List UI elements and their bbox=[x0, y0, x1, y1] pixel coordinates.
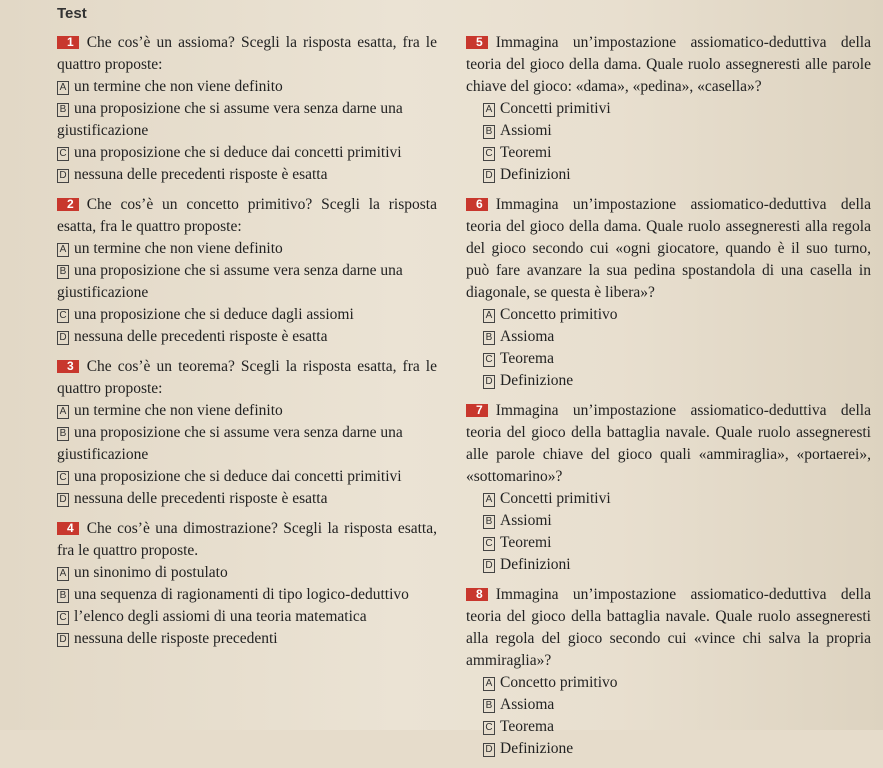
option-letter-box: B bbox=[57, 103, 69, 117]
option-b[interactable] bbox=[483, 694, 871, 716]
option-a[interactable] bbox=[483, 98, 871, 120]
option-d[interactable] bbox=[483, 738, 871, 760]
option-label: un termine che non viene definito bbox=[74, 240, 283, 257]
option-letter-box: D bbox=[57, 633, 69, 647]
question-text: 8 Immagina un’impostazione assiomatico-deduttiva della teoria del gioco della battaglia navale. Quale ruolo assegneresti alla regola del gioco secondo cui «vince chi salva la propria ammiraglia»? bbox=[466, 586, 871, 669]
option-letter-box: A bbox=[483, 103, 495, 117]
option-letter-box: C bbox=[483, 721, 495, 735]
option-a[interactable] bbox=[483, 488, 871, 510]
question-5 bbox=[466, 32, 871, 186]
question-1 bbox=[57, 32, 437, 186]
option-letter-box: D bbox=[57, 169, 69, 183]
option-b[interactable] bbox=[483, 510, 871, 532]
question-number-badge: 3 bbox=[57, 360, 79, 373]
option-c[interactable] bbox=[57, 142, 437, 164]
question-text: 7 Immagina un’impostazione assiomatico-deduttiva della teoria del gioco della battaglia navale. Quale ruolo assegneresti alle parole chiave del gioco quali «ammiraglia», «portaerei», «sottomarino»? bbox=[466, 402, 871, 485]
option-label: un termine che non viene definito bbox=[74, 402, 283, 419]
option-c[interactable] bbox=[483, 142, 871, 164]
question-text: 6 Immagina un’impostazione assiomatico-deduttiva della teoria del gioco della dama. Quale ruolo assegneresti alla regola del gioco secondo cui «ogni giocatore, quando è il suo turno, può fare avanzare la sua pedina spostandola di una casella in diagonale, se questa è libera»? bbox=[466, 196, 871, 301]
option-letter-box: A bbox=[57, 567, 69, 581]
option-label: Assiomi bbox=[500, 122, 552, 139]
option-letter-box: D bbox=[483, 169, 495, 183]
option-letter-box: D bbox=[483, 559, 495, 573]
option-d[interactable] bbox=[57, 164, 437, 186]
option-letter-box: D bbox=[57, 493, 69, 507]
option-letter-box: B bbox=[483, 331, 495, 345]
option-label: Concetti primitivi bbox=[500, 100, 611, 117]
option-letter-box: B bbox=[57, 427, 69, 441]
option-letter-box: A bbox=[483, 677, 495, 691]
question-number-badge: 4 bbox=[57, 522, 79, 535]
option-d[interactable] bbox=[57, 326, 437, 348]
option-label: Definizione bbox=[500, 740, 574, 757]
question-text: 4 Che cos’è una dimostrazione? Scegli la risposta esatta, fra le quattro proposte. bbox=[57, 520, 437, 559]
option-label: Concetto primitivo bbox=[500, 306, 618, 323]
option-c[interactable] bbox=[57, 304, 437, 326]
question-6 bbox=[466, 194, 871, 392]
question-8 bbox=[466, 584, 871, 760]
option-b[interactable] bbox=[57, 584, 437, 606]
option-label: un sinonimo di postulato bbox=[74, 564, 228, 581]
option-letter-box: D bbox=[57, 331, 69, 345]
option-b[interactable] bbox=[57, 260, 437, 304]
question-text: 1 Che cos’è un assioma? Scegli la risposta esatta, fra le quattro proposte: bbox=[57, 34, 437, 73]
option-d[interactable] bbox=[57, 628, 437, 650]
option-letter-box: A bbox=[483, 493, 495, 507]
option-label: una proposizione che si deduce dagli assiomi bbox=[74, 306, 354, 323]
option-d[interactable] bbox=[483, 370, 871, 392]
question-3 bbox=[57, 356, 437, 510]
page-title: Test bbox=[57, 5, 87, 22]
option-a[interactable] bbox=[483, 304, 871, 326]
option-label: Teorema bbox=[500, 718, 554, 735]
question-2 bbox=[57, 194, 437, 348]
option-letter-box: D bbox=[483, 743, 495, 757]
question-number-badge: 7 bbox=[466, 404, 488, 417]
option-c[interactable] bbox=[483, 532, 871, 554]
question-text: 5 Immagina un’impostazione assiomatico-deduttiva della teoria del gioco della dama. Quale ruolo assegneresti alle parole chiave del gioco: «dama», «pedina», «casella»? bbox=[466, 34, 871, 95]
option-c[interactable] bbox=[57, 606, 437, 628]
question-number-badge: 5 bbox=[466, 36, 488, 49]
option-label: nessuna delle risposte precedenti bbox=[74, 630, 278, 647]
option-letter-box: A bbox=[483, 309, 495, 323]
question-text: 3 Che cos’è un teorema? Scegli la risposta esatta, fra le quattro proposte: bbox=[57, 358, 437, 397]
question-4 bbox=[57, 518, 437, 650]
option-label: nessuna delle precedenti risposte è esatta bbox=[74, 328, 328, 345]
option-letter-box: C bbox=[57, 611, 69, 625]
question-text: 2 Che cos’è un concetto primitivo? Scegli la risposta esatta, fra le quattro proposte: bbox=[57, 196, 437, 235]
option-label: Assioma bbox=[500, 328, 555, 345]
option-label: una proposizione che si assume vera senza darne una giustificazione bbox=[57, 262, 403, 301]
option-a[interactable] bbox=[57, 238, 437, 260]
option-label: una proposizione che si assume vera senza darne una giustificazione bbox=[57, 100, 403, 139]
option-letter-box: A bbox=[57, 81, 69, 95]
question-number-badge: 6 bbox=[466, 198, 488, 211]
option-letter-box: C bbox=[57, 471, 69, 485]
right-column bbox=[466, 32, 871, 768]
option-d[interactable] bbox=[57, 488, 437, 510]
left-column bbox=[57, 32, 437, 658]
option-letter-box: D bbox=[483, 375, 495, 389]
option-c[interactable] bbox=[57, 466, 437, 488]
option-letter-box: C bbox=[483, 353, 495, 367]
option-letter-box: C bbox=[483, 147, 495, 161]
option-d[interactable] bbox=[483, 164, 871, 186]
option-a[interactable] bbox=[57, 76, 437, 98]
option-letter-box: B bbox=[57, 265, 69, 279]
option-label: Assioma bbox=[500, 696, 555, 713]
option-c[interactable] bbox=[483, 348, 871, 370]
option-b[interactable] bbox=[57, 98, 437, 142]
option-label: una proposizione che si assume vera senza darne una giustificazione bbox=[57, 424, 403, 463]
option-letter-box: A bbox=[57, 243, 69, 257]
question-7 bbox=[466, 400, 871, 576]
question-number-badge: 2 bbox=[57, 198, 79, 211]
option-b[interactable] bbox=[483, 120, 871, 142]
option-label: nessuna delle precedenti risposte è esatta bbox=[74, 490, 328, 507]
option-label: Definizioni bbox=[500, 556, 571, 573]
option-label: Concetto primitivo bbox=[500, 674, 618, 691]
option-letter-box: A bbox=[57, 405, 69, 419]
option-letter-box: C bbox=[483, 537, 495, 551]
option-label: Teoremi bbox=[500, 534, 552, 551]
option-label: Teoremi bbox=[500, 144, 552, 161]
option-b[interactable] bbox=[57, 422, 437, 466]
option-label: un termine che non viene definito bbox=[74, 78, 283, 95]
option-label: una proposizione che si deduce dai concetti primitivi bbox=[74, 144, 402, 161]
option-label: l’elenco degli assiomi di una teoria matematica bbox=[74, 608, 367, 625]
option-c[interactable] bbox=[483, 716, 871, 738]
option-letter-box: B bbox=[483, 125, 495, 139]
option-label: Definizione bbox=[500, 372, 574, 389]
option-label: una proposizione che si deduce dai concetti primitivi bbox=[74, 468, 402, 485]
option-label: Concetti primitivi bbox=[500, 490, 611, 507]
option-a[interactable] bbox=[57, 562, 437, 584]
option-label: Assiomi bbox=[500, 512, 552, 529]
option-a[interactable] bbox=[483, 672, 871, 694]
option-d[interactable] bbox=[483, 554, 871, 576]
option-letter-box: B bbox=[57, 589, 69, 603]
option-letter-box: C bbox=[57, 147, 69, 161]
option-label: una sequenza di ragionamenti di tipo logico-deduttivo bbox=[74, 586, 409, 603]
option-a[interactable] bbox=[57, 400, 437, 422]
option-letter-box: B bbox=[483, 515, 495, 529]
option-label: nessuna delle precedenti risposte è esatta bbox=[74, 166, 328, 183]
option-label: Teorema bbox=[500, 350, 554, 367]
question-number-badge: 1 bbox=[57, 36, 79, 49]
option-letter-box: C bbox=[57, 309, 69, 323]
question-number-badge: 8 bbox=[466, 588, 488, 601]
option-label: Definizioni bbox=[500, 166, 571, 183]
option-b[interactable] bbox=[483, 326, 871, 348]
option-letter-box: B bbox=[483, 699, 495, 713]
